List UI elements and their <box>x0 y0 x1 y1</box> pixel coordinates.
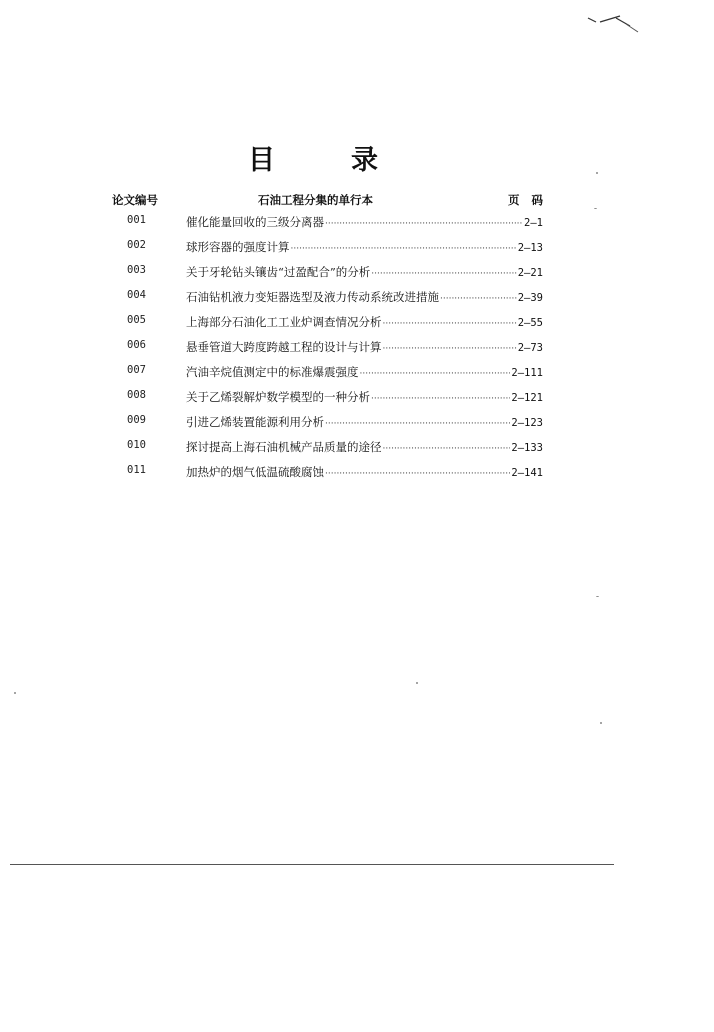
toc-row[interactable] <box>0 339 714 359</box>
paper-number: 010 <box>127 439 146 451</box>
page-number: 2—123 <box>511 417 543 429</box>
paper-title: 汽油辛烷值测定中的标准爆震强度 <box>186 365 359 379</box>
paper-number: 009 <box>127 414 146 426</box>
paper-number: 003 <box>127 264 146 276</box>
paper-title: 引进乙烯装置能源利用分析 <box>186 415 324 429</box>
dot-leader <box>325 469 510 479</box>
scan-speck <box>596 596 599 597</box>
paper-title: 关于乙烯裂解炉数学模型的一种分析 <box>186 390 370 404</box>
page-number: 2—73 <box>517 342 543 354</box>
paper-title: 关于牙轮钻头镶齿“过盈配合”的分析 <box>186 265 371 279</box>
paper-number: 004 <box>127 289 146 301</box>
paper-title: 催化能量回收的三级分离器 <box>186 215 324 229</box>
header-page-number: 页 码 <box>508 193 548 207</box>
paper-title: 悬垂管道大跨度跨越工程的设计与计算 <box>186 340 382 354</box>
toc-row[interactable] <box>0 214 714 234</box>
dot-leader <box>325 419 510 429</box>
title-char-2: 录 <box>351 145 378 176</box>
toc-header <box>112 192 552 210</box>
page-number: 2—111 <box>511 367 543 379</box>
dot-leader <box>383 344 517 354</box>
dot-leader <box>325 219 523 229</box>
toc-row[interactable] <box>0 264 714 284</box>
paper-number: 007 <box>127 364 146 376</box>
header-paper-number: 论文编号 <box>112 193 158 207</box>
page-number: 2—133 <box>511 442 543 454</box>
paper-number: 005 <box>127 314 146 326</box>
title-char-1: 目 <box>248 145 275 176</box>
corner-pen-mark <box>586 12 646 42</box>
paper-title: 探讨提高上海石油机械产品质量的途径 <box>186 440 382 454</box>
page-number: 2—13 <box>517 242 543 254</box>
dot-leader <box>360 369 511 379</box>
dot-leader <box>383 444 511 454</box>
paper-number: 001 <box>127 214 146 226</box>
scan-speck <box>596 172 598 174</box>
dot-leader <box>371 394 510 404</box>
page-number: 2—1 <box>524 217 543 229</box>
toc-row[interactable] <box>0 314 714 334</box>
page-number: 2—55 <box>517 317 543 329</box>
bottom-divider <box>10 864 614 865</box>
toc-row[interactable] <box>0 364 714 384</box>
header-collection-title: 石油工程分集的单行本 <box>258 193 373 207</box>
scan-speck <box>594 208 597 209</box>
paper-number: 011 <box>127 464 146 476</box>
toc-row[interactable] <box>0 414 714 434</box>
paper-number: 002 <box>127 239 146 251</box>
scan-speck <box>600 722 602 724</box>
paper-number: 006 <box>127 339 146 351</box>
page-number: 2—141 <box>511 467 543 479</box>
page-title <box>248 138 388 178</box>
paper-title: 上海部分石油化工工业炉调查情况分析 <box>186 315 382 329</box>
paper-number: 008 <box>127 389 146 401</box>
toc-row[interactable] <box>0 239 714 259</box>
paper-title: 球形容器的强度计算 <box>186 240 290 254</box>
toc-row[interactable] <box>0 464 714 484</box>
paper-title: 加热炉的烟气低温硫酸腐蚀 <box>186 465 324 479</box>
dot-leader <box>371 269 516 279</box>
scan-speck <box>416 682 418 684</box>
toc-row[interactable] <box>0 289 714 309</box>
dot-leader <box>383 319 517 329</box>
dot-leader <box>291 244 517 254</box>
page-number: 2—121 <box>511 392 543 404</box>
page-number: 2—21 <box>517 267 543 279</box>
toc-row[interactable] <box>0 389 714 409</box>
dot-leader <box>440 294 517 304</box>
page-number: 2—39 <box>517 292 543 304</box>
toc-row[interactable] <box>0 439 714 459</box>
scan-speck <box>14 692 16 694</box>
paper-title: 石油钻机液力变矩器选型及液力传动系统改进措施 <box>186 290 439 304</box>
